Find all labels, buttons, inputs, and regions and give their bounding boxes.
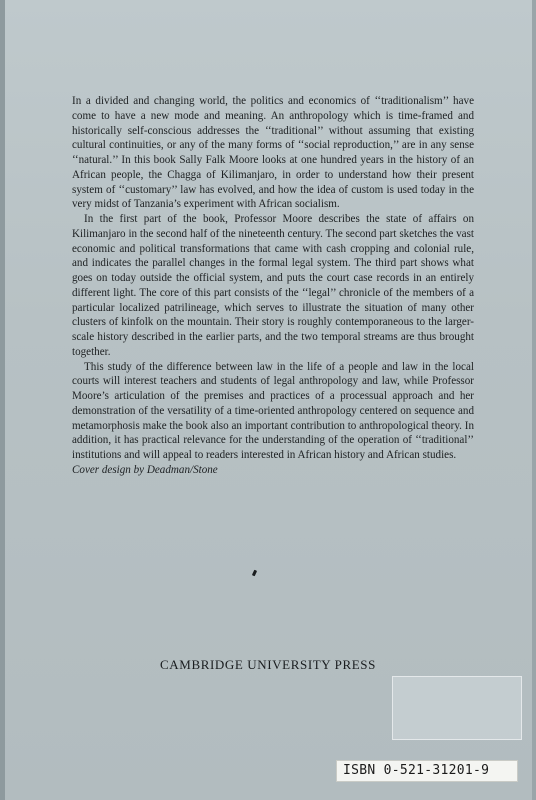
cover-blurb: [72, 94, 474, 478]
blurb-paragraph-2: In the first part of the book, Professor Moore describes the state of affairs on Kilimanjaro in the second half of the nineteenth century. The second part sketches the vast economic and political transformations that came with cash cropping and colonial rule, and indicates the parallel changes in the formal legal system. The third part shows what goes on today outside the official system, and puts the court case records in an entirely different light. The core of this part consists of the ‘‘legal’’ chronicle of the members of a particular localized patrilineage, which serves to illustrate the situation of many other clusters of kinfolk on the mountain. Their story is roughly contemporaneous to the larger-scale history described in the earlier parts, and the two temporal streams are thus brought together.: [72, 213, 474, 358]
ink-speck: [252, 570, 257, 577]
blurb-paragraph-1: In a divided and changing world, the politics and economics of ‘‘traditionalism’’ have come to have a new mode and meaning. An anthropology which is time-framed and historically self-conscious addresses the ‘‘traditional’’ without assuming that existing cultural continuities, or any of the many forms of ‘‘social reproduction,’’ are in any sense ‘‘natural.’’ In this book Sally Falk Moore looks at one hundred years in the history of an African people, the Chagga of Kilimanjaro, in order to understand how their present system of ‘‘customary’’ law has evolved, and how the idea of custom is used today in the very midst of Tanzania’s experiment with African socialism.: [72, 95, 474, 211]
publisher-name: CAMBRIDGE UNIVERSITY PRESS: [160, 657, 376, 672]
isbn-label: ISBN 0-521-31201-9: [336, 760, 518, 782]
cover-right-edge: [532, 0, 536, 800]
blurb-paragraph-3: This study of the difference between law in the life of a people and law in the local courts will interest teachers and students of legal anthropology and law, while Professor Moore’s articulation of the premises and practices of a processual approach and her demonstration of the versatility of a time-oriented anthropology centered on sequence and metamorphosis make the book also an important contribution to anthropological theory. In addition, it has practical relevance for the understanding of the operation of ‘‘traditional’’ institutions and will appeal to readers interested in African history and African studies.: [72, 360, 474, 461]
cover-left-edge: [0, 0, 5, 800]
plastic-sleeve-reflection: [392, 676, 522, 740]
cover-design-credit: Cover design by Deadman/Stone: [72, 463, 218, 476]
